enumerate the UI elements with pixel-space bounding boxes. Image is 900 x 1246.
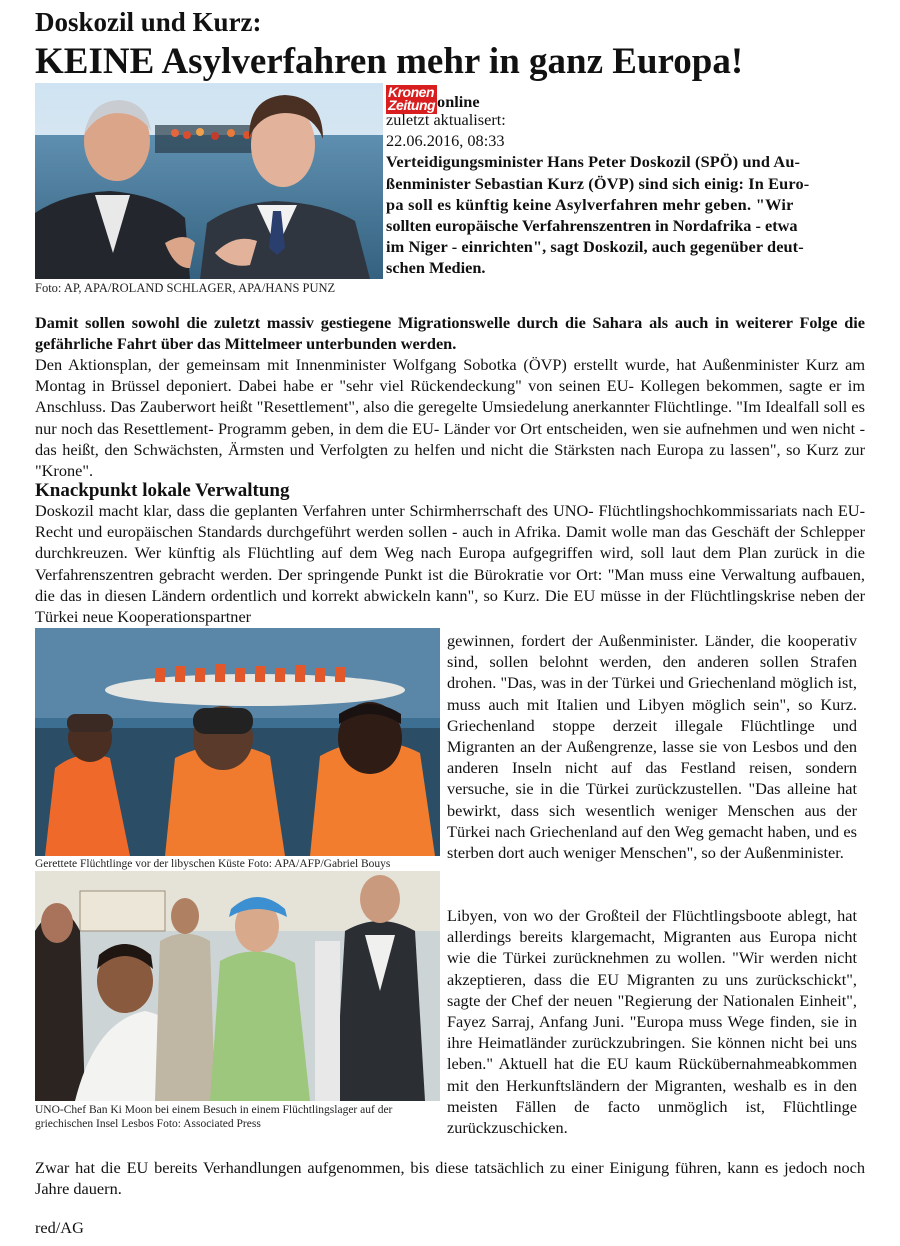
lead-line: sollten europäische Verfahrenszentren in Nordafrika - etwa (386, 216, 798, 236)
article-title: KEINE Asylverfahren mehr in ganz Europa! (35, 41, 744, 82)
kronen-zeitung-logo: Kronen Zeitung (388, 84, 436, 113)
paragraph-libya: Libyen, von wo der Großteil der Flüchtlingsboote ablegt, hat allerdings bereits klargemacht, Migranten aus Europa nicht wie die Türkei zurücknehmen zu wollen. "Wir werden nicht akzeptieren, dass die EU Migranten zu uns zurückschickt", sagte der Chef der neuen "Regierung der Nationalen Einheit", Fayez Sarraj, Anfang Juni. "Europa muss Wege finden, sie in ihre Heimatländer zurückzubringen. Sie können nicht bei uns leben." Aktuell hat die EU kaum Rückübernahmeabkommen mit den Herkunftsländern der Migranten, weshalb es in den meisten Fällen de facto unmöglich ist, Flüchtlinge zurückzuschicken. (447, 906, 857, 1138)
photo-caption-top: Foto: AP, APA/ROLAND SCHLAGER, APA/HANS PUNZ (35, 281, 336, 295)
source-line (386, 84, 868, 113)
lead-line: schen Medien. (386, 258, 486, 278)
article-subtitle: Doskozil und Kurz: (35, 7, 262, 37)
author-signature: red/AG (35, 1218, 84, 1237)
photo-caption-boat: Gerettete Flüchtlinge vor der libyschen Küste Foto: APA/AFP/Gabriel Bouys (35, 858, 391, 870)
section-heading: Knackpunkt lokale Verwaltung (35, 480, 290, 501)
lead-line: Verteidigungsminister Hans Peter Doskozil (SPÖ) und Au- (386, 152, 801, 172)
intro-bold-paragraph: Damit sollen sowohl die zuletzt massiv gestiegene Migrationswelle durch die Sahara als auch in weiterer Folge die gefährliche Fahrt über das Mittelmeer unterbunden werden. (35, 313, 865, 354)
paragraph-foreign-minister: gewinnen, fordert der Außenminister. Länder, die kooperativ sind, sollen belohnt werden, den anderen sollen Strafen drohen. "Das, was in der Türkei und Griechenland möglich ist, muss auch mit Italien und Libyen möglich sein", so Kurz. Griechenland stoppe derzeit illegale Flüchtlinge und Migranten an der Außengrenze, lasse sie von Lesbos und den anderen Inseln nicht auf das Festland reisen, sondern versuche, sie in die Türkei zurückzustellen. "Das alleine hat bewirkt, dass sich wesentlich weniger Menschen aus der Türkei nach Griechenland auf den Weg gemacht haben, und es sterben dort auch weniger Menschen", so der Außenminister. (447, 631, 857, 863)
refugee-boat-photo (35, 628, 440, 856)
photo-caption-camp: UNO-Chef Ban Ki Moon bei einem Besuch in einem Flüchtlingslager auf der griechischen Insel Lesbos Foto: Associated Press (35, 1104, 393, 1130)
politicians-photo (35, 83, 383, 279)
updated-label: zuletzt aktualisert: (386, 110, 506, 129)
lead-line: pa soll es künftig keine Asylverfahren mehr geben. "Wir (386, 194, 794, 214)
paragraph-action-plan: Den Aktionsplan, der gemeinsam mit Innenminister Wolfgang Sobotka (ÖVP) erstellt wurde, hat Außenminister Kurz am Montag in Brüssel deponiert. Dabei habe er "sehr viel Rückendeckung" von seinen EU- Kollegen bekommen, sagte er im Anschluss. Das Zauberwort heißt "Resettlement", also die geregelte Umsiedelung anerkannter Flüchtlinge. "Im Idealfall soll es nur noch das Resettlement- Programm geben, in dem die EU- Länder vor Ort entscheiden, wen sie aufnehmen und wen nicht - das heißt, den Schwächsten, Ärmsten und Verfolgten zu helfen und nicht die Stärksten nach Europa zu lassen", so Kurz zur "Krone". (35, 355, 865, 481)
paragraph-doskozil: Doskozil macht klar, dass die geplanten Verfahren unter Schirmherrschaft des UNO- Flüchtlingshochkommissariats nach EU- Recht und europäischen Standards durchgeführt werden sollen - auch in Afrika. Damit wolle man das Geschäft der Schlepper durchkreuzen. Wer künftig als Flüchtling auf dem Weg nach Europa aufgegriffen wird, soll laut dem Plan zurück in die Verfahrenszentren gebracht werden. Der springende Punkt ist die Bürokratie vor Ort: "Man muss eine Verwaltung aufbauen, die das in diesen Ländern ordentlich und korrekt abwickeln kann", so Kurz. Die EU müsse in der Flüchtlingskrise neben der Türkei neue Kooperationspartner (35, 501, 865, 627)
source-name: online (437, 92, 480, 111)
updated-date: 22.06.2016, 08:33 (386, 131, 505, 151)
lead-line: ßenminister Sebastian Kurz (ÖVP) sind sich einig: In Euro- (386, 173, 810, 193)
lead-block (386, 85, 868, 279)
camp-visit-photo (35, 871, 440, 1101)
paragraph-negotiations: Zwar hat die EU bereits Verhandlungen aufgenommen, bis diese tatsächlich zu einer Einigung führen, kann es jedoch noch Jahre dauern. (35, 1158, 865, 1199)
lead-line: im Niger - einrichten", sagt Doskozil, auch gegenüber deut- (386, 237, 804, 257)
